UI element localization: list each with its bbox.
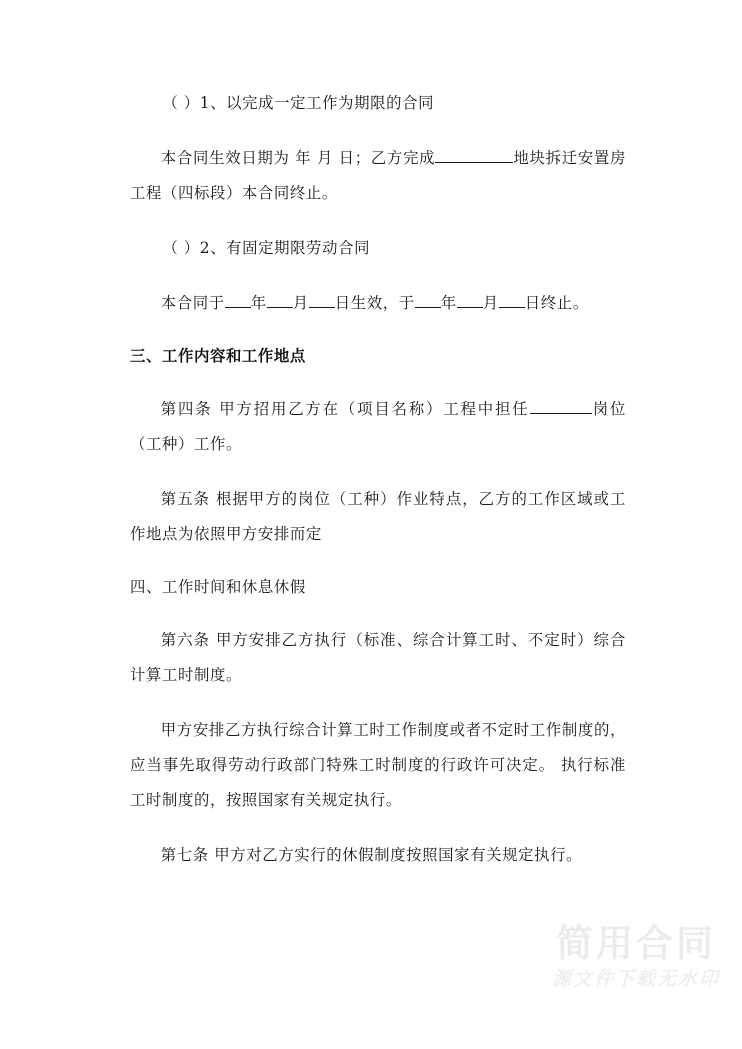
paragraph-item-1: （ ）1、以完成一定工作为期限的合同: [162, 94, 435, 112]
spacer: [130, 462, 626, 482]
article-four-text-start: 第四条 甲方招用乙方在（项目名称）工程中担任: [160, 400, 530, 418]
spacer: [130, 211, 626, 231]
fixed-term-text-7: 日终止。: [524, 294, 589, 312]
spacer: [130, 321, 626, 339]
article-five: 第五条 根据甲方的岗位（工种）作业特点，乙方的工作区域或工作地点为依照甲方安排而定: [130, 490, 626, 543]
spacer: [130, 374, 626, 392]
effective-date-text-end: 地块拆迁安置房工程（四标段）本合同终止。: [130, 149, 627, 202]
blank-fill-start-month: [267, 307, 293, 308]
article-six: 第六条 甲方安排乙方执行（标准、综合计算工时、不定时）综合计算工时制度。: [130, 631, 626, 684]
spacer: [130, 818, 626, 838]
paragraph-item-2: （ ）2、有固定期限劳动合同: [162, 239, 371, 257]
section-heading-three: 三、工作内容和工作地点: [130, 347, 306, 365]
blank-fill-end-day: [499, 307, 525, 308]
paragraph-fixed-term-dates: [130, 286, 626, 321]
blank-fill-start-year: [225, 307, 251, 308]
spacer: [130, 121, 626, 141]
effective-date-text-start: 本合同生效日期为 年 月 日；乙方完成: [160, 149, 436, 167]
article-seven: 第七条 甲方对乙方实行的休假制度按照国家有关规定执行。: [160, 846, 583, 864]
document-body: [130, 86, 626, 873]
blank-fill-end-year: [415, 307, 441, 308]
spacer: [130, 266, 626, 286]
section-heading-four: 四、工作时间和休息休假: [130, 578, 306, 596]
blank-fill-parcel: [435, 162, 513, 163]
watermark: [551, 922, 720, 991]
spacer: [130, 605, 626, 623]
paragraph-effective-date: [130, 141, 626, 211]
paragraph-work-hours-system: 甲方安排乙方执行综合计算工时工作制度或者不定时工作制度的，应当事先取得劳动行政部门特殊工时制度的行政许可决定。 执行标准工时制度的，按照国家有关规定执行。: [130, 721, 626, 809]
spacer: [130, 552, 626, 570]
spacer: [130, 693, 626, 713]
fixed-term-text-4: 日生效，于: [334, 294, 415, 312]
watermark-tagline: 源文件下载无水印: [551, 968, 720, 991]
blank-fill-start-day: [309, 307, 335, 308]
fixed-term-text-2: 年: [250, 294, 267, 312]
fixed-term-text-6: 月: [482, 294, 499, 312]
article-four-text-end: 岗位（工种）工作。: [130, 400, 627, 453]
blank-fill-position: [530, 413, 592, 414]
fixed-term-text-5: 年: [440, 294, 457, 312]
fixed-term-text-3: 月: [292, 294, 309, 312]
watermark-brand: 简用合同: [555, 922, 716, 966]
fixed-term-text-1: 本合同于: [160, 294, 225, 312]
article-four: [130, 392, 626, 462]
blank-fill-end-month: [457, 307, 483, 308]
